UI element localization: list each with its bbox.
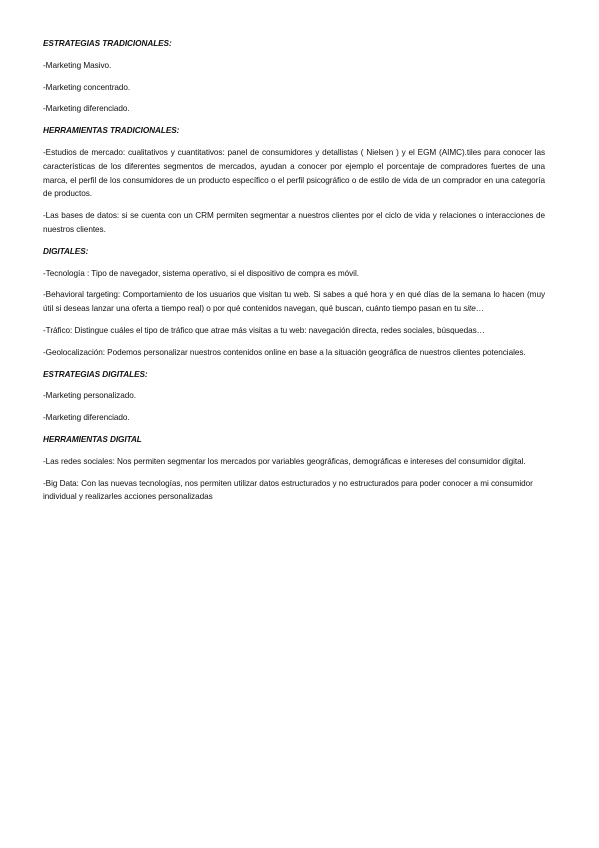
- list-item: -Marketing Masivo.: [43, 60, 112, 70]
- paragraph-trafico: -Tráfico: Distingue cuáles el tipo de tráfico que atrae más visitas a tu web: navegación directa, redes sociales, búsquedas…: [43, 325, 485, 335]
- list-item: -Marketing concentrado.: [43, 82, 131, 92]
- list-item: -Marketing diferenciado.: [43, 104, 130, 114]
- paragraph-big-data: -Big Data: Con las nuevas tecnologías, nos permiten utilizar datos estructurados y no estructurados para poder conocer a mi consumidor individual y realizarles acciones personalizadas: [43, 478, 533, 502]
- paragraph-behavioral-targeting: [43, 288, 545, 316]
- heading-estrategias-tradicionales: ESTRATEGIAS TRADICIONALES:: [43, 39, 172, 48]
- paragraph-redes-sociales: -Las redes sociales: Nos permiten segmentar los mercados por variables geográficas, demográficas e intereses del consumidor digital.: [43, 456, 526, 466]
- heading-herramientas-digital: HERRAMIENTAS DIGITAL: [43, 434, 142, 444]
- paragraph-geolocalizacion: -Geolocalización: Podemos personalizar nuestros contenidos online en base a la situación geográfica de nuestros clientes potenciales.: [43, 347, 526, 357]
- paragraph-estudios-de-mercado: -Estudios de mercado: cualitativos y cuantitativos: panel de consumidores y detallistas ( Nielsen ) y el EGM (AIMC).tiles para conocer las características de los diferentes segmentos de mercados, ayudan a conocer por ejemplo el porcentaje de compradores fuertes de una marca, el perfil de los consumidores de un producto específico o el perfil psicográfico o de estilo de vida de un comprador en una categoría de productos.: [43, 147, 545, 199]
- heading-digitales: DIGITALES:: [43, 246, 89, 256]
- paragraph-tecnologia: -Tecnología : Tipo de navegador, sistema operativo, si el dispositivo de compra es móvil.: [43, 268, 359, 278]
- list-item: -Marketing diferenciado.: [43, 413, 130, 423]
- paragraph-bases-de-datos: -Las bases de datos: si se cuenta con un CRM permiten segmentar a nuestros clientes por el ciclo de vida y relaciones o interacciones de nuestros clientes.: [43, 211, 545, 234]
- heading-herramientas-tradicionales: HERRAMIENTAS TRADICIONALES:: [43, 126, 180, 136]
- behavioral-tail: …: [475, 304, 484, 314]
- behavioral-italic-word: site: [463, 304, 476, 314]
- behavioral-text: -Behavioral targeting: Comportamiento de los usuarios que visitan tu web. Si sabes a qué hora y en qué días de la semana lo hacen (muy útil si deseas lanzar una oferta a tiempo real) o por qué contenidos navegan, qué buscan, cuánto tiempo pasan en tu: [43, 290, 545, 314]
- document-page: [43, 37, 545, 512]
- heading-estrategias-digitales: ESTRATEGIAS DIGITALES:: [43, 369, 148, 379]
- list-item: -Marketing personalizado.: [43, 391, 136, 401]
